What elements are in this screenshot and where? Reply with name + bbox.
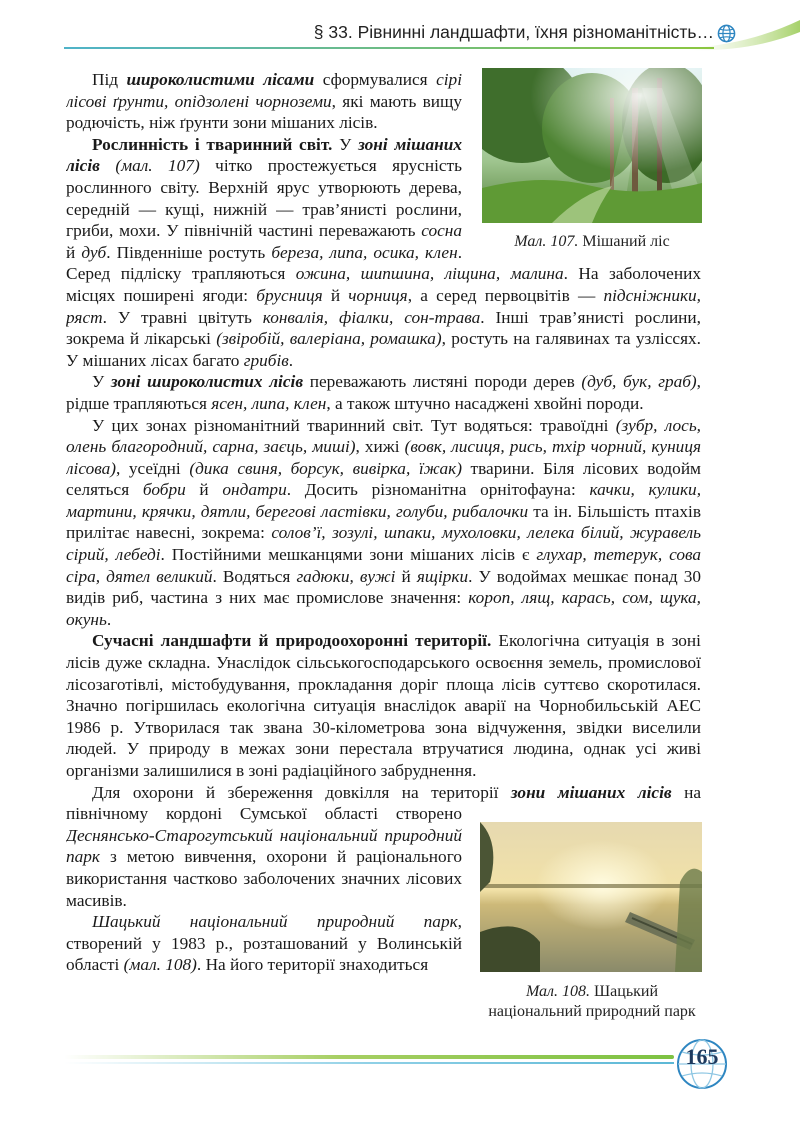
globe-icon bbox=[717, 24, 736, 43]
term: конвалія, фіалки, сон-трава bbox=[262, 307, 481, 327]
text-run: . Водяться bbox=[212, 566, 297, 586]
text-run: У bbox=[332, 134, 359, 154]
term: грибів bbox=[243, 350, 289, 370]
layout-spacer bbox=[701, 263, 702, 823]
figure-107-caption bbox=[482, 232, 702, 252]
text-run: . Серед підліску трапляються bbox=[66, 242, 463, 284]
term: широколистими лісами bbox=[126, 70, 315, 89]
term: ясен, липа, клен bbox=[211, 393, 327, 413]
term: зоні широколистих лісів bbox=[110, 372, 304, 392]
text-run: чітко простежується ярусність рослинного світу. Верхній ярус утворюють дерева, середній — кущі, нижній — трав’янисті рослини, гриби, мохи. У північній частині переважають bbox=[66, 156, 462, 241]
text-run: , які мають вищу родючість, ніж ґрунти зони мішаних лісів. bbox=[66, 91, 462, 133]
figure-108-caption bbox=[478, 982, 706, 1022]
figure-108-text-2: національний природний парк bbox=[488, 1003, 696, 1020]
page-number: 165 bbox=[685, 1044, 719, 1069]
section-title: § 33. Рівнинні ландшафти, їхня різноманітність… bbox=[313, 22, 714, 42]
text-run: переважають листяні породи дерев bbox=[303, 372, 582, 392]
text-run: , усеїдні bbox=[116, 458, 190, 478]
header-divider bbox=[64, 47, 714, 49]
mixed-forest-photo bbox=[482, 68, 702, 223]
text-run: . bbox=[288, 350, 294, 370]
text-run: . У травні цвітуть bbox=[102, 307, 263, 327]
paragraph-broadleaf bbox=[66, 371, 702, 414]
text-run: . Інші трав’янисті рослини, зокрема й лікарські bbox=[66, 307, 702, 349]
term: (дуб, бук, граб) bbox=[581, 372, 697, 392]
term: зоні мішаних лісів bbox=[66, 134, 462, 176]
term: (вовк, лисиця, рись, тхір чорний, куниця лісова) bbox=[66, 437, 701, 478]
term: ондатри bbox=[222, 480, 287, 500]
term: (зубр, лось, олень благородний, сарна, заєць, миші) bbox=[66, 415, 702, 457]
paragraph-heading: Рослинність і тваринний світ. bbox=[92, 134, 333, 154]
term: чорниця bbox=[348, 285, 408, 305]
footer-divider-secondary bbox=[64, 1062, 674, 1064]
text-run: У цих зонах різноманітний тваринний світ. Тут водяться: травоїдні bbox=[92, 415, 616, 435]
term: дуб bbox=[81, 242, 107, 262]
text-run: . Досить різноманітна орнітофауна: bbox=[286, 480, 590, 500]
text-run: , а серед первоцвітів — bbox=[407, 285, 604, 305]
text-run: . На заболочених місцях поширені ягоди: bbox=[66, 264, 701, 305]
term: сосна bbox=[421, 221, 462, 241]
text-run: й bbox=[66, 242, 82, 262]
term: Шацький національний природний парк bbox=[92, 912, 458, 932]
term: глухар, тетерук, сова сіра, дятел великий bbox=[66, 545, 701, 586]
term: Деснянсько-Старогутський національний природний парк bbox=[66, 825, 462, 867]
text-run: Під bbox=[92, 70, 127, 89]
text-run: . Південніше ростуть bbox=[106, 242, 272, 262]
term: береза, липа, осика, клен bbox=[271, 242, 458, 262]
text-run: Екологічна ситуація в зоні лісів дуже складна. Унаслідок сільськогосподарського освоєння земель, промислової лісозаготівлі, містобудування, прокладання доріг площа лісів суттєво скоротилася. Значно погіршилась екологічна ситуація внаслідок аварії на Чорнобильській АЕС 1986 р. Утворилася так звана 30-кілометрова зона відчуження, звідки виселили людей. У природу в межах зони перестала втручатися людина, однак усі живі організми залишилися в зоні радіаційного забруднення. bbox=[66, 631, 701, 780]
term: (дика свиня, борсук, вивірка, їжак) bbox=[189, 458, 462, 478]
term: качки, кулики, мартини, крячки, дятли, берегові ластівки, голуби, рибалочки bbox=[66, 480, 702, 521]
text-run: . У водоймах мешкає понад 30 видів риб, частина з них має промислове значення: bbox=[66, 566, 702, 608]
term: підсніжники, ряст bbox=[66, 285, 701, 327]
shatsky-park-photo bbox=[480, 822, 702, 972]
paragraph-modern-landscapes bbox=[66, 630, 702, 781]
paragraph-heading: Сучасні ландшафти й природоохоронні території. bbox=[92, 631, 492, 651]
text-run: . Постійними мешканцями зони мішаних лісів є bbox=[160, 545, 537, 565]
text-run: на північному кордоні Сумської області створено bbox=[66, 782, 701, 824]
term: сірі лісові ґрунти, опідзолені чорноземи bbox=[66, 70, 462, 111]
text-run: й bbox=[185, 480, 223, 500]
term: короп, лящ, карась, сом, щука, окунь bbox=[66, 588, 701, 629]
figure-107-label: Мал. 107. bbox=[514, 233, 579, 250]
term: зони мішаних лісів bbox=[510, 782, 672, 802]
term: брусниця bbox=[256, 285, 323, 305]
figure-ref: (мал. 108) bbox=[123, 955, 197, 975]
text-run: , ростуть на галявинах та узліссях. У мішаних лісах багато bbox=[66, 329, 701, 370]
figure-ref: (мал. 107) bbox=[99, 156, 200, 176]
text-run: У bbox=[92, 372, 111, 392]
text-run: . На його території знаходиться bbox=[196, 955, 429, 975]
text-run: тварини. Біля лісових водойм селяться bbox=[66, 458, 701, 500]
term: (звіробій, валеріана, ромашка) bbox=[216, 329, 442, 349]
paragraph-fauna bbox=[66, 415, 702, 631]
term: ожина, шипшина, ліщина, малина bbox=[295, 264, 564, 284]
footer-divider bbox=[64, 1055, 674, 1059]
text-run: , а також штучно насаджені хвойні породи. bbox=[326, 393, 644, 413]
text-run: з метою вивчення, охорони й раціонального використання частково заболочених значних лісових масивів. bbox=[66, 847, 462, 910]
text-run: й bbox=[322, 285, 349, 305]
text-run: й bbox=[395, 566, 417, 586]
term: ящірки bbox=[416, 566, 469, 586]
text-run: . bbox=[106, 609, 112, 629]
text-run: та ін. Більшість птахів прилітає навесні, зокрема: bbox=[66, 501, 701, 543]
figure-108-text: Шацький bbox=[594, 983, 659, 1000]
text-run: сформувалися bbox=[314, 70, 437, 89]
figure-107-text: Мішаний ліс bbox=[582, 233, 670, 250]
text-run: , рідше трапляються bbox=[66, 372, 701, 413]
term: гадюки, вужі bbox=[296, 566, 396, 586]
text-run: , хижі bbox=[355, 437, 405, 457]
term: бобри bbox=[142, 480, 186, 500]
figure-108-label: Мал. 108. bbox=[525, 983, 591, 1000]
term: солов’ї, зозулі, шпаки, мухоловки, лелека білий, журавель сірий, лебеді bbox=[66, 523, 701, 565]
text-run: Для охорони й збереження довкілля на території bbox=[92, 782, 511, 802]
text-run: , створений у 1983 р., розташований у Волинській області bbox=[66, 912, 462, 975]
